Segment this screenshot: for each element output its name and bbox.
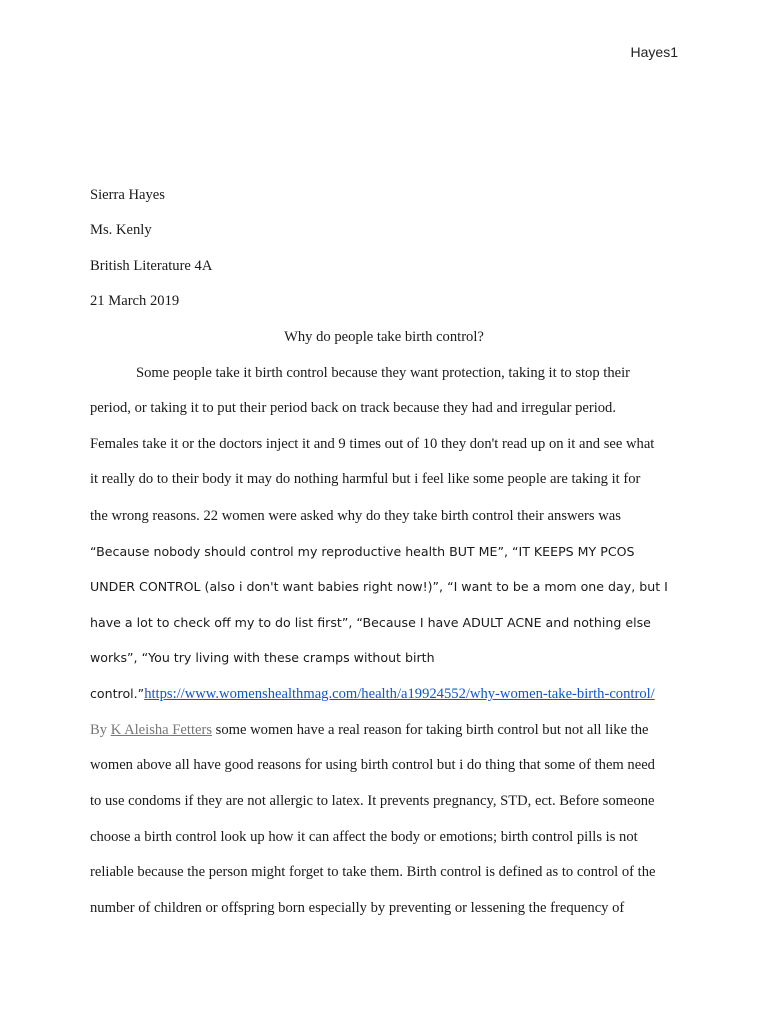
body-line-2: period, or taking it to put their period back on track because they had and irregular period. xyxy=(90,400,617,416)
body-line-14: choose a birth control look up how it can affect the body or emotions; birth control pills is not xyxy=(90,829,638,845)
body-line-6: “Because nobody should control my reproductive health BUT ME”, “IT KEEPS MY PCOS xyxy=(90,544,635,559)
body-line-10 xyxy=(90,686,655,703)
teacher-name: Ms. Kenly xyxy=(90,222,152,238)
author-link[interactable]: K Aleisha Fetters xyxy=(110,722,213,738)
quote-end: control.” xyxy=(90,686,145,701)
essay-title: Why do people take birth control? xyxy=(284,329,484,345)
author-name: Sierra Hayes xyxy=(90,187,165,203)
body-line-12: women above all have good reasons for using birth control but i do thing that some of them need xyxy=(90,757,655,773)
body-line-4: it really do to their body it may do nothing harmful but i feel like some people are taking it for xyxy=(90,471,641,487)
byline-prefix: By xyxy=(90,722,111,738)
body-line-5: the wrong reasons. 22 women were asked why do they take birth control their answers was xyxy=(90,508,621,524)
source-link[interactable]: https://www.womenshealthmag.com/health/a19924552/why-women-take-birth-control/ xyxy=(144,686,655,702)
body-line-3: Females take it or the doctors inject it and 9 times out of 10 they don't read up on it and see what xyxy=(90,436,655,452)
body-line-16: number of children or offspring born especially by preventing or lessening the frequency of xyxy=(90,900,625,916)
body-line-11 xyxy=(90,722,649,739)
body-line-15: reliable because the person might forget to take them. Birth control is defined as to control of the xyxy=(90,864,656,880)
running-head: Hayes1 xyxy=(630,44,678,60)
body-line-13: to use condoms if they are not allergic to latex. It prevents pregnancy, STD, ect. Before someone xyxy=(90,793,655,809)
body-line-11-text: some women have a real reason for taking birth control but not all like the xyxy=(212,722,649,738)
body-line-8: have a lot to check off my to do list first”, “Because I have ADULT ACNE and nothing else xyxy=(90,615,651,630)
date: 21 March 2019 xyxy=(90,293,180,309)
body-line-9: works”, “You try living with these cramps without birth xyxy=(90,650,435,665)
body-line-1: Some people take it birth control because they want protection, taking it to stop their xyxy=(136,365,631,381)
body-line-7: UNDER CONTROL (also i don't want babies right now!)”, “I want to be a mom one day, but I xyxy=(90,579,668,594)
course-name: British Literature 4A xyxy=(90,258,213,274)
